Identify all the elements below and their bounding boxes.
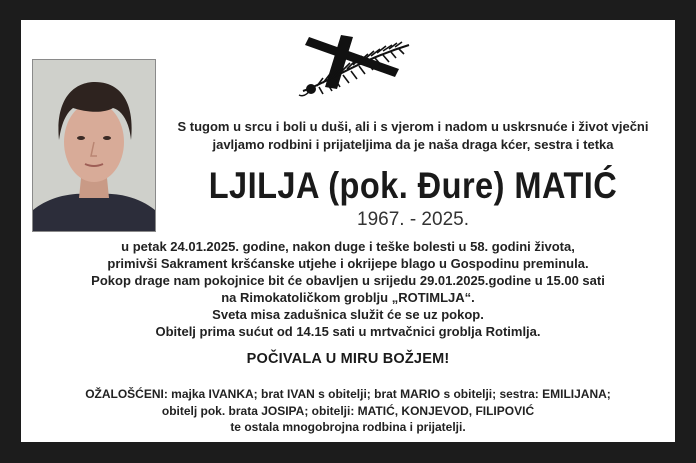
notice-line: Sveta misa zadušnica služit će se uz pokop. <box>212 307 484 322</box>
intro-line: S tugom u srcu i boli u duši, ali i s vjerom i nadom u uskrsnuće i život vječni <box>177 119 649 134</box>
notice-line: u petak 24.01.2025. godine, nakon duge i teške bolesti u 58. godini života, <box>121 239 575 254</box>
deceased-name: LJILJA (pok. Đure) MATIĆ <box>208 165 618 206</box>
intro-text <box>153 118 673 154</box>
obituary-card <box>21 20 675 442</box>
intro-line: javljamo rodbini i prijateljima da je naša draga kćer, sestra i tetka <box>212 137 614 152</box>
mourners-line: OŽALOŠĆENI: majka IVANKA; brat IVAN s obitelji; brat MARIO s obitelji; sestra: EMILIJANA; <box>85 387 611 401</box>
mourners-line: obitelj pok. brata JOSIPA; obitelji: MATIĆ, KONJEVOD, FILIPOVIĆ <box>161 403 535 418</box>
rest-in-peace-line: POČIVALA U MIRU BOŽJEM! <box>246 351 450 367</box>
life-years: 1967. - 2025. <box>357 209 469 230</box>
notice-line: na Rimokatoličkom groblju „ROTIMLJA“. <box>221 290 475 305</box>
portrait-photo <box>32 59 156 232</box>
mourners-line: te ostala mnogobrojna rodbina i prijatelji. <box>230 420 466 434</box>
mourners-list <box>31 386 665 436</box>
notice-line: Obitelj prima sućut od 14.15 sati u mrtvačnici groblja Rotimlja. <box>155 324 541 339</box>
cross-with-palm-icon <box>297 31 419 97</box>
notice-line: Pokop drage nam pokojnice bit će obavljen u srijedu 29.01.2025.godine u 15.00 sati <box>91 273 605 288</box>
notice-line: primivši Sakrament kršćanske utjehe i okrijepe blago u Gospodinu preminula. <box>107 256 589 271</box>
death-notice-text <box>31 238 665 340</box>
